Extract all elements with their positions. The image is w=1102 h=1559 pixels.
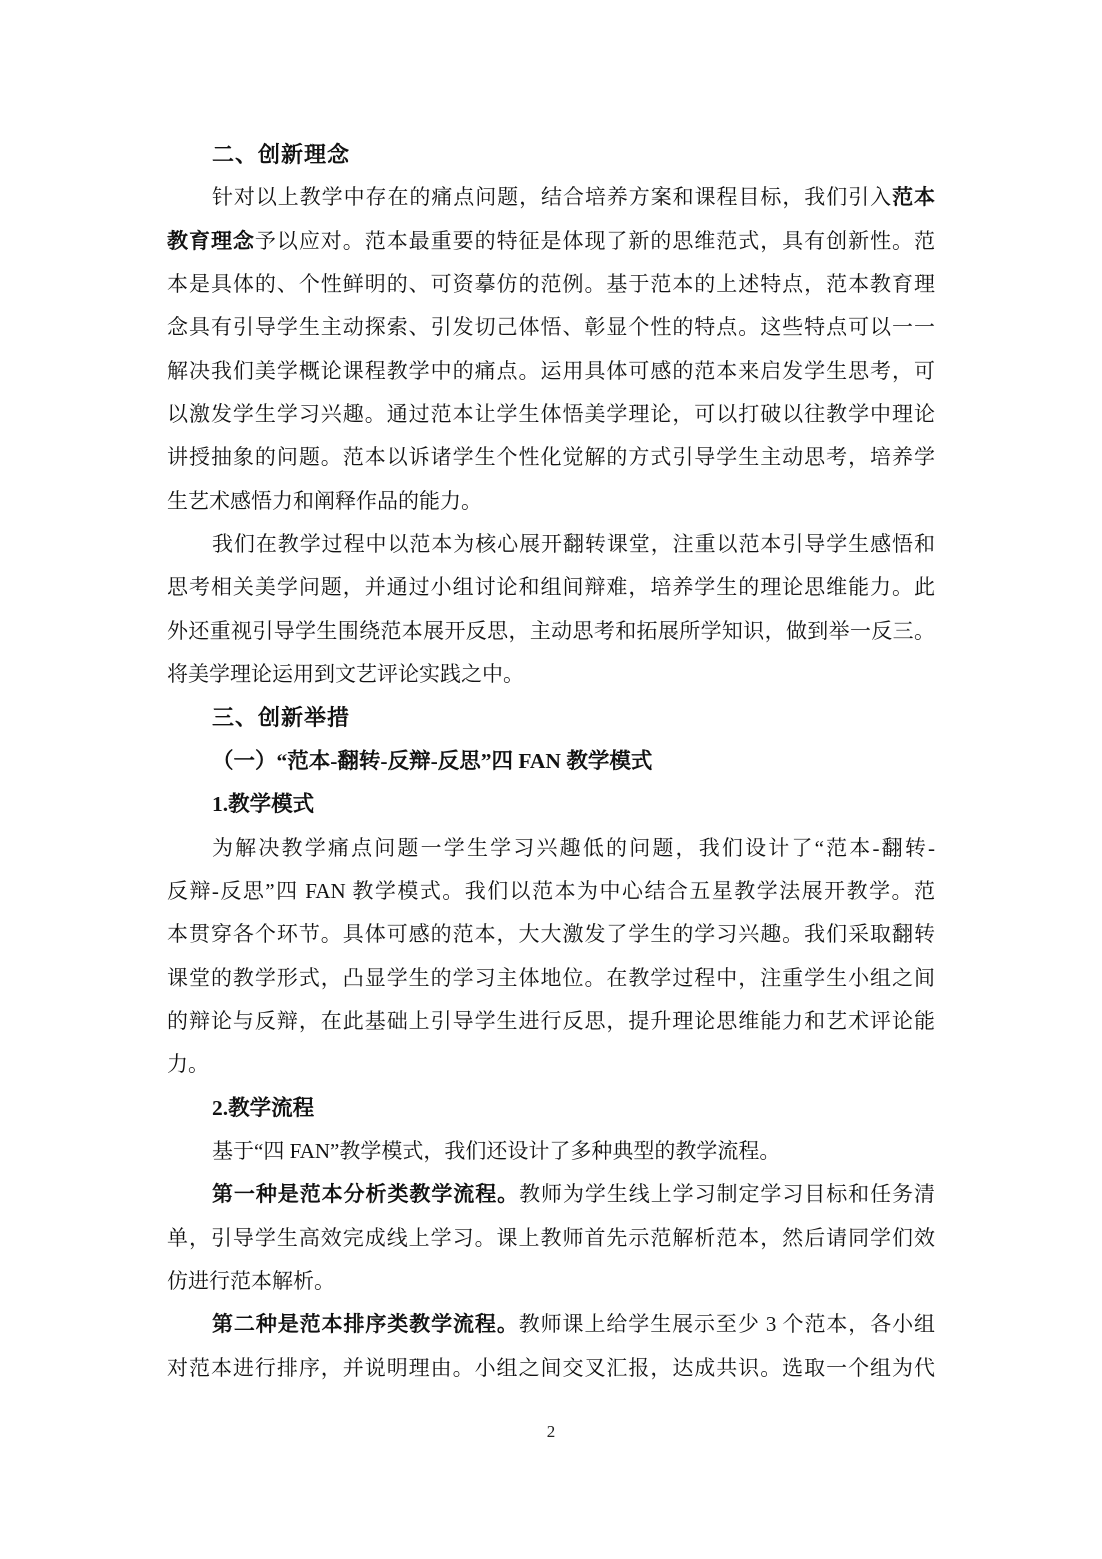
text-run: 生艺术感悟力和阐释作品的能力。	[167, 488, 482, 513]
text-line	[167, 1043, 935, 1086]
text-run: 课堂的教学形式，凸显学生的学习主体地位。在教学过程中，注重学生小组之间	[167, 965, 935, 990]
paragraph	[167, 827, 935, 1087]
text-line	[167, 1347, 935, 1390]
text-line	[167, 827, 935, 870]
text-run: 将美学理论运用到文艺评论实践之中。	[167, 662, 524, 687]
text-run: 我们在教学过程中以范本为核心展开翻转课堂，注重以范本引导学生感悟和	[212, 532, 935, 557]
paragraph	[167, 1130, 935, 1173]
bold-text-run: 二、创新理念	[212, 142, 351, 167]
text-run: 基于“四 FAN”教学模式，我们还设计了多种典型的教学流程。	[212, 1138, 781, 1163]
bold-text-run: （一）“范本-翻转-反辩-反思”四 FAN 教学模式	[212, 748, 653, 773]
bold-text-run: 教育理念	[167, 228, 255, 253]
text-run: 反辩-反思”四 FAN 教学模式。我们以范本为中心结合五星教学法展开教学。范	[167, 878, 935, 903]
text-run: 教师课上给学生展示至少 3 个范本，各小组	[518, 1312, 935, 1337]
text-run: 为解决教学痛点问题一学生学习兴趣低的问题，我们设计了“范本-翻转-	[212, 835, 935, 860]
paragraph	[167, 176, 935, 523]
text-run: 以激发学生学习兴趣。通过范本让学生体悟美学理论，可以打破以往教学中理论	[167, 402, 935, 427]
paragraph	[167, 1303, 935, 1390]
paragraph	[167, 1173, 935, 1303]
text-line	[167, 653, 935, 696]
text-line	[167, 1303, 935, 1346]
text-line	[167, 176, 935, 219]
text-run: 针对以上教学中存在的痛点问题，结合培养方案和课程目标，我们引入	[212, 185, 893, 210]
text-line	[167, 263, 935, 306]
text-line	[167, 566, 935, 609]
bold-text-run: 2.教学流程	[212, 1095, 315, 1120]
text-run: 思考相关美学问题，并通过小组讨论和组间辩难，培养学生的理论思维能力。此	[167, 575, 935, 600]
text-line	[167, 696, 935, 739]
text-run: 予以应对。范本最重要的特征是体现了新的思维范式，具有创新性。范	[254, 228, 935, 253]
text-line	[167, 957, 935, 1000]
page-number: 2	[546, 1422, 556, 1441]
text-line	[167, 436, 935, 479]
section-heading	[167, 696, 935, 739]
text-run: 本贯穿各个环节。具体可感的范本，大大激发了学生的学习兴趣。我们采取翻转	[167, 922, 935, 947]
text-line	[167, 870, 935, 913]
text-line	[167, 480, 935, 523]
text-line	[167, 740, 935, 783]
subsection-heading	[167, 783, 935, 826]
text-line	[167, 783, 935, 826]
text-run: 仿进行范本解析。	[167, 1268, 335, 1293]
text-line	[167, 913, 935, 956]
paragraph	[167, 523, 935, 696]
text-line	[167, 350, 935, 393]
document-body	[167, 133, 935, 1390]
text-line	[167, 1217, 935, 1260]
subsection-heading	[167, 1087, 935, 1130]
subsection-heading	[167, 740, 935, 783]
text-line	[167, 133, 935, 176]
text-run: 本是具体的、个性鲜明的、可资摹仿的范例。基于范本的上述特点，范本教育理	[167, 272, 935, 297]
text-line	[167, 306, 935, 349]
text-line	[167, 1260, 935, 1303]
text-run: 解决我们美学概论课程教学中的痛点。运用具体可感的范本来启发学生思考，可	[167, 358, 935, 383]
text-line	[167, 1087, 935, 1130]
text-run: 外还重视引导学生围绕范本展开反思，主动思考和拓展所学知识，做到举一反三。	[167, 618, 935, 643]
text-line	[167, 1173, 935, 1216]
text-run: 单，引导学生高效完成线上学习。课上教师首先示范解析范本，然后请同学们效	[167, 1225, 935, 1250]
text-run: 力。	[167, 1052, 209, 1077]
text-line	[167, 1130, 935, 1173]
bold-text-run: 范本	[892, 185, 935, 210]
bold-text-run: 第二种是范本排序类教学流程。	[212, 1312, 519, 1337]
text-line	[167, 393, 935, 436]
bold-text-run: 第一种是范本分析类教学流程。	[212, 1182, 520, 1207]
text-run: 讲授抽象的问题。范本以诉诸学生个性化觉解的方式引导学生主动思考，培养学	[167, 445, 935, 470]
text-run: 的辩论与反辩，在此基础上引导学生进行反思，提升理论思维能力和艺术评论能	[167, 1008, 935, 1033]
text-line	[167, 610, 935, 653]
text-run: 对范本进行排序，并说明理由。小组之间交叉汇报，达成共识。选取一个组为代	[167, 1355, 935, 1380]
text-line	[167, 523, 935, 566]
text-line	[167, 1000, 935, 1043]
bold-text-run: 1.教学模式	[212, 792, 315, 817]
section-heading	[167, 133, 935, 176]
bold-text-run: 三、创新举措	[212, 705, 351, 731]
text-run: 念具有引导学生主动探索、引发切己体悟、彰显个性的特点。这些特点可以一一	[167, 315, 935, 340]
text-line	[167, 220, 935, 263]
text-run: 教师为学生线上学习制定学习目标和任务清	[519, 1182, 935, 1207]
